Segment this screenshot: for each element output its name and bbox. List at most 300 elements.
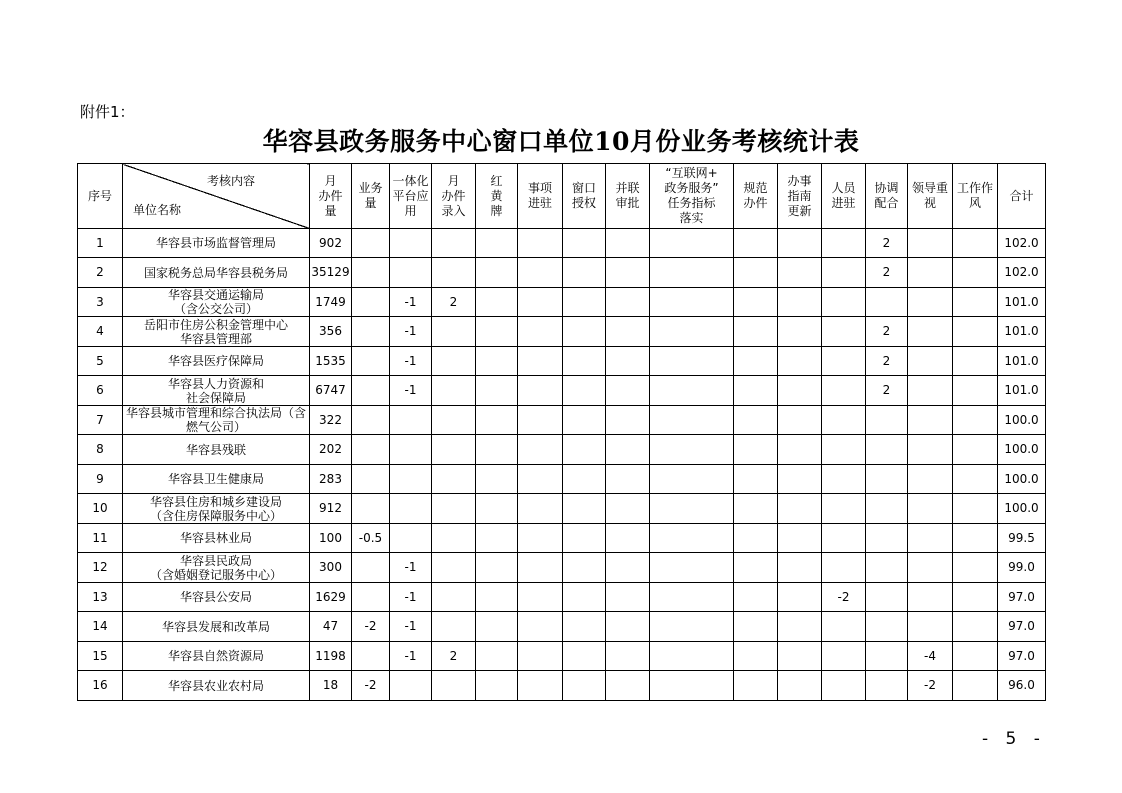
table-row [78,435,1046,465]
row-cell [390,671,432,701]
row-cell [352,317,390,347]
row-cell [606,229,650,258]
row-cell [953,583,998,612]
row-unit-name: 华容县残联 [123,435,310,465]
row-cell [822,376,866,406]
row-cell [822,612,866,642]
row-cell [734,406,778,435]
column-header: 红 黄 牌 [476,164,518,229]
row-total: 102.0 [998,229,1046,258]
row-cell [606,583,650,612]
row-cell [518,258,563,288]
row-cell [822,347,866,376]
row-cell [822,671,866,701]
row-total: 100.0 [998,406,1046,435]
row-cell [563,229,606,258]
row-unit-name: 华容县林业局 [123,524,310,553]
row-cell [476,347,518,376]
row-cell: 2 [866,317,908,347]
row-cell [650,642,734,671]
row-cell [518,553,563,583]
row-total: 102.0 [998,258,1046,288]
column-header: 并联 审批 [606,164,650,229]
table-row [78,583,1046,612]
row-cell [476,258,518,288]
row-unit-name: 国家税务总局华容县税务局 [123,258,310,288]
row-cell [734,642,778,671]
column-header: “互联网+ 政务服务” 任务指标 落实 [650,164,734,229]
row-cell [606,317,650,347]
row-cell [432,671,476,701]
row-total: 97.0 [998,583,1046,612]
row-cell: -4 [908,642,953,671]
row-cell [650,435,734,465]
column-header: 业务 量 [352,164,390,229]
row-cell [606,642,650,671]
assessment-table [77,163,1046,701]
table-row [78,347,1046,376]
row-cell [778,642,822,671]
row-cell: -1 [390,612,432,642]
row-total: 100.0 [998,435,1046,465]
row-seq: 8 [78,435,123,465]
row-cell [734,376,778,406]
row-total: 99.0 [998,553,1046,583]
row-cell: 912 [310,494,352,524]
row-cell [778,406,822,435]
row-seq: 7 [78,406,123,435]
row-cell [563,347,606,376]
row-cell: -2 [352,671,390,701]
row-cell [953,671,998,701]
row-cell: 2 [866,347,908,376]
header-assessment-content: 考核内容 [206,174,255,188]
row-cell [432,553,476,583]
row-cell [606,553,650,583]
column-header: 规范 办件 [734,164,778,229]
row-cell [476,229,518,258]
table-row [78,317,1046,347]
row-cell: 1198 [310,642,352,671]
row-total: 100.0 [998,465,1046,494]
row-cell: -2 [352,612,390,642]
row-cell [650,229,734,258]
row-seq: 10 [78,494,123,524]
row-cell [734,524,778,553]
row-cell: 1749 [310,288,352,317]
row-cell [476,671,518,701]
row-cell [476,465,518,494]
row-cell [352,376,390,406]
row-cell [734,465,778,494]
table-row [78,671,1046,701]
table-row [78,376,1046,406]
row-cell [650,258,734,288]
row-cell [734,553,778,583]
table-row [78,494,1046,524]
row-cell [518,288,563,317]
row-cell: -1 [390,347,432,376]
header-row [78,164,1046,229]
row-cell [866,435,908,465]
row-cell [476,612,518,642]
row-cell [432,317,476,347]
row-cell [778,583,822,612]
row-cell [432,258,476,288]
row-cell [953,229,998,258]
row-cell [476,317,518,347]
row-cell [650,494,734,524]
row-cell [953,288,998,317]
row-cell [908,406,953,435]
row-cell: 47 [310,612,352,642]
table-row [78,288,1046,317]
row-cell [953,553,998,583]
row-cell [953,258,998,288]
row-total: 96.0 [998,671,1046,701]
row-cell [908,494,953,524]
row-cell [866,465,908,494]
header-seq: 序号 [78,164,123,229]
row-cell [476,435,518,465]
row-cell [734,229,778,258]
row-cell [908,347,953,376]
row-cell [734,583,778,612]
row-cell [518,465,563,494]
table-row [78,258,1046,288]
row-cell [563,494,606,524]
row-cell [734,317,778,347]
row-cell [476,553,518,583]
row-cell [563,553,606,583]
row-cell [563,524,606,553]
column-header: 工作作 风 [953,164,998,229]
row-cell [908,317,953,347]
row-seq: 9 [78,465,123,494]
row-cell [606,376,650,406]
row-cell [518,642,563,671]
row-cell [953,406,998,435]
table-row [78,553,1046,583]
row-seq: 11 [78,524,123,553]
row-total: 100.0 [998,494,1046,524]
row-unit-name: 华容县医疗保障局 [123,347,310,376]
row-total: 101.0 [998,288,1046,317]
column-header: 办事 指南 更新 [778,164,822,229]
row-cell [650,288,734,317]
page-title: 华容县政务服务中心窗口单位10月份业务考核统计表 [262,127,860,156]
row-cell: 202 [310,435,352,465]
row-unit-name: 华容县公安局 [123,583,310,612]
row-unit-name: 华容县市场监督管理局 [123,229,310,258]
row-cell: 6747 [310,376,352,406]
row-cell [563,435,606,465]
table-row [78,612,1046,642]
row-cell [518,524,563,553]
row-unit-name: 岳阳市住房公积金管理中心 华容县管理部 [123,317,310,347]
row-cell [563,642,606,671]
row-cell: 356 [310,317,352,347]
row-seq: 16 [78,671,123,701]
row-cell [650,347,734,376]
row-cell [606,612,650,642]
row-cell [563,465,606,494]
row-cell [352,347,390,376]
row-cell [518,671,563,701]
row-cell [606,347,650,376]
row-cell: 1629 [310,583,352,612]
row-cell [432,583,476,612]
row-cell: -0.5 [352,524,390,553]
row-cell [734,671,778,701]
column-header: 一体化 平台应 用 [390,164,432,229]
row-cell [606,494,650,524]
row-cell [476,642,518,671]
row-total: 101.0 [998,317,1046,347]
row-cell [650,671,734,701]
row-cell [432,465,476,494]
row-cell [518,406,563,435]
row-unit-name: 华容县民政局 （含婚姻登记服务中心） [123,553,310,583]
row-cell [352,229,390,258]
row-cell [650,376,734,406]
row-cell [822,553,866,583]
row-cell [563,258,606,288]
row-total: 97.0 [998,642,1046,671]
table-row [78,642,1046,671]
row-cell [352,465,390,494]
row-unit-name: 华容县农业农村局 [123,671,310,701]
row-cell [606,465,650,494]
row-cell [432,229,476,258]
row-seq: 4 [78,317,123,347]
row-cell [352,642,390,671]
row-cell [352,553,390,583]
row-cell [476,494,518,524]
row-cell [650,524,734,553]
row-cell [650,406,734,435]
row-seq: 3 [78,288,123,317]
row-cell: -1 [390,376,432,406]
row-cell [476,376,518,406]
row-cell [518,612,563,642]
row-cell [778,376,822,406]
row-cell [563,288,606,317]
table-row [78,406,1046,435]
row-cell [908,288,953,317]
row-cell [518,317,563,347]
row-cell [822,435,866,465]
row-cell [650,553,734,583]
row-cell [822,494,866,524]
row-cell: 902 [310,229,352,258]
row-cell [476,583,518,612]
row-cell [606,406,650,435]
row-cell [563,376,606,406]
row-cell [953,642,998,671]
row-cell: 2 [866,229,908,258]
row-cell [866,288,908,317]
row-cell [563,406,606,435]
row-cell [390,229,432,258]
row-cell [866,671,908,701]
row-cell [778,524,822,553]
row-cell: -1 [390,642,432,671]
row-unit-name: 华容县发展和改革局 [123,612,310,642]
row-seq: 2 [78,258,123,288]
row-cell [953,524,998,553]
row-cell [953,376,998,406]
table-row [78,524,1046,553]
row-cell [953,465,998,494]
header-diagonal-cell [123,164,310,229]
row-total: 99.5 [998,524,1046,553]
row-cell [352,406,390,435]
row-cell: 1535 [310,347,352,376]
row-cell [908,435,953,465]
row-cell [606,288,650,317]
row-cell [778,435,822,465]
column-header: 协调 配合 [866,164,908,229]
row-cell [953,494,998,524]
row-cell: -2 [908,671,953,701]
row-cell: 283 [310,465,352,494]
row-cell [778,465,822,494]
row-cell [778,494,822,524]
row-cell [953,347,998,376]
row-cell [352,435,390,465]
row-cell: -1 [390,288,432,317]
row-cell [518,347,563,376]
row-seq: 15 [78,642,123,671]
row-cell [390,258,432,288]
row-cell [606,435,650,465]
row-cell [390,465,432,494]
row-cell [908,229,953,258]
row-cell [778,612,822,642]
row-seq: 5 [78,347,123,376]
row-cell [432,347,476,376]
row-cell [908,376,953,406]
row-cell [866,642,908,671]
row-cell [476,288,518,317]
row-cell [734,612,778,642]
row-cell [606,671,650,701]
row-cell [518,229,563,258]
row-cell: 100 [310,524,352,553]
row-cell: 300 [310,553,352,583]
row-cell [866,524,908,553]
column-header: 领导重 视 [908,164,953,229]
row-cell [476,406,518,435]
row-cell [563,671,606,701]
row-cell [432,376,476,406]
row-cell [734,258,778,288]
row-cell: 2 [866,376,908,406]
row-unit-name: 华容县住房和城乡建设局 （含住房保障服务中心） [123,494,310,524]
row-cell: 2 [866,258,908,288]
row-cell [778,317,822,347]
row-cell [822,258,866,288]
row-cell [953,612,998,642]
row-cell [518,494,563,524]
row-cell [650,317,734,347]
row-cell [822,642,866,671]
row-cell [518,435,563,465]
row-cell [778,288,822,317]
row-seq: 1 [78,229,123,258]
header-unit-name: 单位名称 [133,203,182,217]
row-cell [866,612,908,642]
row-cell [778,258,822,288]
row-cell [866,553,908,583]
row-cell: 2 [432,642,476,671]
page-number: - 5 - [982,729,1046,749]
row-seq: 12 [78,553,123,583]
row-cell [432,494,476,524]
row-cell [866,494,908,524]
row-total: 97.0 [998,612,1046,642]
row-cell [563,612,606,642]
row-cell [352,288,390,317]
column-header: 月 办件 量 [310,164,352,229]
row-cell [432,435,476,465]
row-cell [953,435,998,465]
row-cell [822,524,866,553]
row-cell: 35129 [310,258,352,288]
row-cell [778,347,822,376]
row-seq: 13 [78,583,123,612]
row-cell [908,583,953,612]
row-cell [822,229,866,258]
row-cell [352,258,390,288]
row-cell [734,435,778,465]
row-cell: 18 [310,671,352,701]
row-cell [822,317,866,347]
row-cell [432,612,476,642]
row-total: 101.0 [998,376,1046,406]
row-cell [778,553,822,583]
row-cell [908,553,953,583]
row-cell [432,406,476,435]
row-seq: 14 [78,612,123,642]
column-header: 人员 进驻 [822,164,866,229]
row-cell [734,347,778,376]
attachment-label: 附件1： [80,103,135,121]
row-cell [563,583,606,612]
column-header: 窗口 授权 [563,164,606,229]
row-cell [606,258,650,288]
row-cell: -1 [390,583,432,612]
row-cell [778,671,822,701]
row-cell [650,465,734,494]
row-cell [563,317,606,347]
row-cell [352,494,390,524]
column-header: 月 办件 录入 [432,164,476,229]
row-cell: -2 [822,583,866,612]
row-cell [606,524,650,553]
row-seq: 6 [78,376,123,406]
row-cell [518,376,563,406]
row-cell [518,583,563,612]
row-cell [908,524,953,553]
row-unit-name: 华容县卫生健康局 [123,465,310,494]
row-cell [390,494,432,524]
column-header: 合计 [998,164,1046,229]
row-cell [866,583,908,612]
row-cell [822,406,866,435]
column-header: 事项 进驻 [518,164,563,229]
